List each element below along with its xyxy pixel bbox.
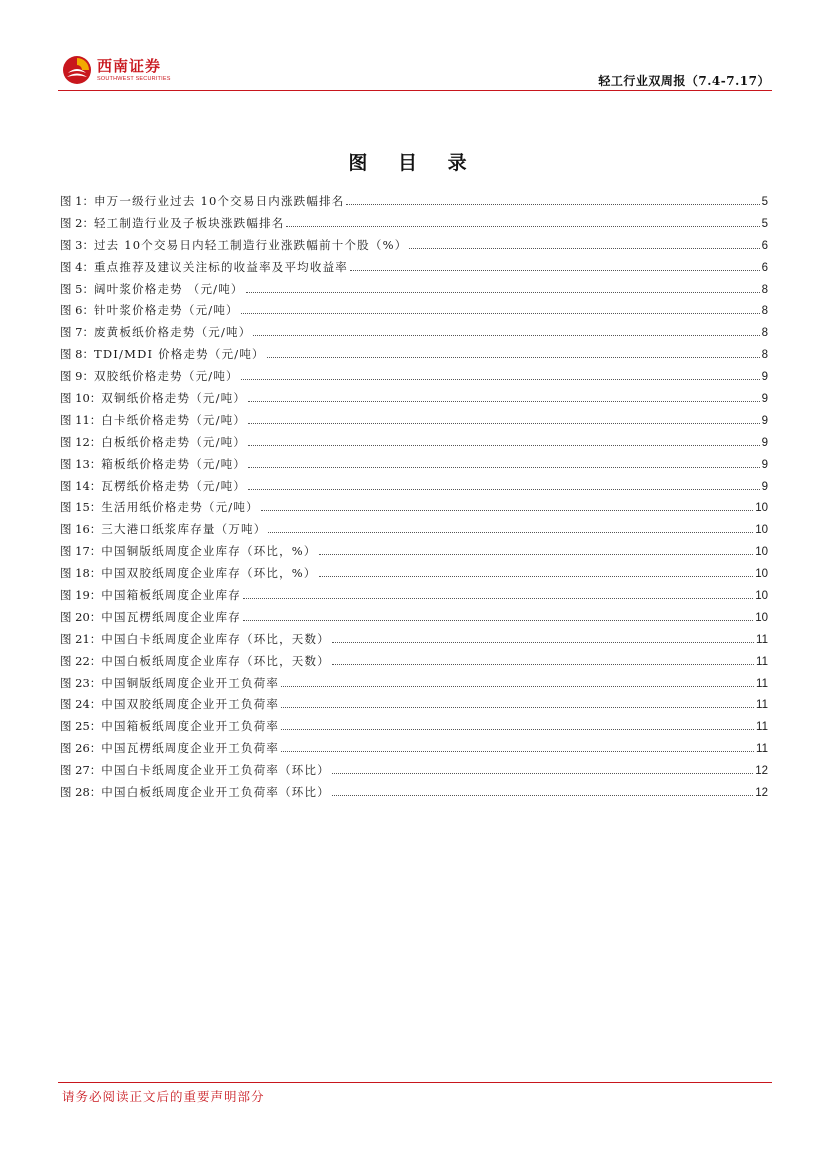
toc-dot-leader	[248, 467, 760, 468]
toc-dot-leader	[346, 204, 759, 205]
toc-entry-title: 中国白卡纸周度企业开工负荷率（环比）	[101, 763, 330, 778]
toc-entry-title: 双胶纸价格走势（元/吨）	[93, 369, 239, 384]
toc-entry[interactable]	[60, 587, 768, 609]
toc-entry[interactable]	[60, 434, 768, 456]
toc-entry[interactable]	[60, 215, 768, 237]
toc-dot-leader	[286, 226, 759, 227]
toc-entry[interactable]	[60, 478, 768, 500]
toc-dot-leader	[332, 773, 753, 774]
toc-entry-title: 箱板纸价格走势（元/吨）	[101, 456, 247, 471]
toc-entry-label: 图 7：	[60, 325, 94, 340]
toc-entry-title: 中国白卡纸周度企业库存（环比，天数）	[101, 631, 330, 646]
toc-entry[interactable]	[60, 281, 768, 303]
toc-dot-leader	[243, 620, 753, 621]
toc-entry-title: 重点推荐及建议关注标的收益率及平均收益率	[93, 259, 348, 274]
southwest-securities-logo-icon	[62, 55, 92, 85]
toc-entry-page: 12	[755, 765, 768, 778]
toc-entry-label: 图 14：	[60, 478, 102, 493]
toc-entry[interactable]	[60, 456, 768, 478]
toc-dot-leader	[319, 554, 754, 555]
toc-entry-label: 图 5：	[60, 281, 94, 296]
toc-entry-label: 图 9：	[60, 369, 94, 384]
toc-entry-title: 中国双胶纸周度企业库存（环比，%）	[101, 566, 317, 581]
toc-entry[interactable]	[60, 565, 768, 587]
toc-entry[interactable]	[60, 784, 768, 806]
toc-entry-label: 图 28：	[60, 785, 102, 800]
toc-entry[interactable]	[60, 412, 768, 434]
toc-entry-title: 白板纸价格走势（元/吨）	[101, 434, 247, 449]
toc-entry-page: 12	[755, 787, 768, 800]
toc-entry-title: 申万一级行业过去 10个交易日内涨跌幅排名	[93, 194, 345, 208]
toc-dot-leader	[248, 445, 760, 446]
toc-entry-label: 图 17：	[60, 544, 102, 559]
toc-entry-title: 三大港口纸浆库存量（万吨）	[101, 522, 267, 537]
toc-entry-title: 中国铜版纸周度企业开工负荷率	[101, 675, 280, 690]
toc-entry[interactable]	[60, 521, 768, 543]
toc-entry-title: 生活用纸价格走势（元/吨）	[101, 500, 259, 515]
toc-entry-page: 5	[761, 196, 768, 208]
toc-entry-label: 图 27：	[60, 763, 102, 778]
toc-entry-page: 5	[761, 217, 768, 230]
toc-entry[interactable]	[60, 346, 768, 368]
toc-entry[interactable]	[60, 324, 768, 346]
toc-entry[interactable]	[60, 718, 768, 740]
toc-entry[interactable]	[60, 696, 768, 718]
figure-list	[60, 193, 768, 806]
toc-dot-leader	[281, 686, 754, 687]
toc-entry-title: 白卡纸价格走势（元/吨）	[101, 412, 247, 427]
toc-entry-label: 图 23：	[60, 675, 102, 690]
toc-entry-page: 10	[755, 568, 768, 581]
toc-entry-label: 图 22：	[60, 653, 102, 668]
toc-dot-leader	[332, 642, 754, 643]
toc-entry-label: 图 21：	[60, 631, 102, 646]
toc-entry-page: 11	[756, 677, 768, 690]
toc-entry-page: 11	[756, 633, 768, 646]
toc-entry-label: 图 6：	[60, 303, 94, 318]
toc-entry[interactable]	[60, 631, 768, 653]
toc-entry-page: 8	[761, 349, 768, 362]
toc-dot-leader	[243, 598, 753, 599]
toc-entry-label: 图 18：	[60, 566, 102, 581]
toc-entry-title: 双铜纸价格走势（元/吨）	[101, 391, 247, 406]
toc-entry[interactable]	[60, 543, 768, 565]
toc-dot-leader	[248, 489, 760, 490]
toc-entry-title: 过去 10个交易日内轻工制造行业涨跌幅前十个股（%）	[93, 237, 408, 252]
toc-entry-label: 图 24：	[60, 697, 102, 712]
logo-chinese-name: 西南证券	[97, 56, 162, 75]
toc-entry-title: 针叶浆价格走势（元/吨）	[93, 303, 239, 318]
toc-dot-leader	[332, 795, 753, 796]
toc-entry-label: 图 25：	[60, 719, 102, 734]
toc-entry-page: 9	[761, 414, 768, 427]
header-divider	[58, 90, 772, 91]
toc-dot-leader	[319, 576, 754, 577]
toc-entry-label: 图 19：	[60, 588, 102, 603]
toc-entry[interactable]	[60, 193, 768, 215]
toc-entry[interactable]	[60, 259, 768, 281]
toc-entry-title: 废黄板纸价格走势（元/吨）	[93, 325, 252, 340]
footer-disclaimer: 请务必阅读正文后的重要声明部分	[62, 1089, 265, 1104]
toc-entry[interactable]	[60, 390, 768, 412]
toc-entry-label: 图 15：	[60, 500, 102, 515]
toc-entry-title: 阔叶浆价格走势 （元/吨）	[93, 281, 244, 296]
toc-entry-title: 中国瓦楞纸周度企业库存	[101, 609, 241, 624]
toc-dot-leader	[281, 729, 754, 730]
toc-dot-leader	[268, 532, 753, 533]
toc-dot-leader	[281, 751, 754, 752]
toc-entry-page: 9	[761, 393, 768, 406]
toc-entry-label: 图 1：	[60, 194, 94, 208]
toc-dot-leader	[253, 335, 759, 336]
toc-entry[interactable]	[60, 675, 768, 697]
company-logo	[62, 52, 171, 88]
toc-dot-leader	[261, 510, 753, 511]
toc-entry[interactable]	[60, 368, 768, 390]
toc-dot-leader	[241, 379, 760, 380]
toc-entry[interactable]	[60, 653, 768, 675]
toc-entry-title: 中国铜版纸周度企业库存（环比，%）	[101, 544, 317, 559]
toc-dot-leader	[267, 357, 760, 358]
report-title: 轻工行业双周报（7.4-7.17）	[598, 74, 770, 88]
toc-entry[interactable]	[60, 762, 768, 784]
toc-entry[interactable]	[60, 740, 768, 762]
toc-entry-label: 图 13：	[60, 456, 102, 471]
toc-entry-title: 中国箱板纸周度企业库存	[101, 588, 241, 603]
toc-entry-page: 9	[761, 458, 768, 471]
toc-entry[interactable]	[60, 302, 768, 324]
toc-entry-label: 图 8：	[60, 347, 94, 362]
toc-entry-page: 9	[761, 436, 768, 449]
toc-entry-page: 10	[755, 611, 768, 624]
toc-heading: 图 目 录	[348, 152, 479, 174]
toc-entry-label: 图 26：	[60, 741, 102, 756]
toc-entry-page: 6	[761, 261, 768, 274]
toc-entry-page: 10	[755, 524, 768, 537]
toc-dot-leader	[246, 292, 760, 293]
toc-entry-label: 图 4：	[60, 259, 94, 274]
toc-entry-title: 中国白板纸周度企业库存（环比，天数）	[101, 653, 330, 668]
toc-entry-page: 9	[761, 480, 768, 493]
toc-entry-label: 图 11：	[60, 412, 102, 427]
page-header	[58, 48, 772, 92]
toc-entry-page: 9	[761, 371, 768, 384]
toc-entry-title: 中国白板纸周度企业开工负荷率（环比）	[101, 785, 330, 800]
toc-entry-label: 图 2：	[60, 215, 94, 230]
toc-entry-page: 11	[756, 699, 768, 712]
toc-entry[interactable]	[60, 499, 768, 521]
toc-entry-page: 8	[761, 327, 768, 340]
toc-entry-title: 瓦楞纸价格走势（元/吨）	[101, 478, 247, 493]
toc-entry-label: 图 3：	[60, 237, 94, 252]
toc-entry-title: 中国双胶纸周度企业开工负荷率	[101, 697, 280, 712]
toc-entry-page: 6	[761, 239, 768, 252]
toc-dot-leader	[248, 423, 760, 424]
toc-entry-label: 图 10：	[60, 391, 102, 406]
toc-dot-leader	[281, 707, 754, 708]
toc-dot-leader	[248, 401, 760, 402]
toc-entry-title: 轻工制造行业及子板块涨跌幅排名	[93, 215, 285, 230]
toc-entry-page: 10	[755, 590, 768, 603]
toc-entry-page: 10	[755, 546, 768, 559]
toc-dot-leader	[350, 270, 760, 271]
toc-entry-page: 11	[756, 655, 768, 668]
toc-entry-page: 11	[756, 721, 768, 734]
footer-divider	[58, 1082, 772, 1083]
toc-entry-page: 10	[755, 502, 768, 515]
toc-entry-label: 图 12：	[60, 434, 102, 449]
toc-entry-label: 图 16：	[60, 522, 102, 537]
toc-entry-label: 图 20：	[60, 609, 102, 624]
toc-dot-leader	[241, 313, 760, 314]
logo-english-name: SOUTHWEST SECURITIES	[97, 75, 171, 82]
toc-entry-page: 8	[761, 283, 768, 296]
toc-dot-leader	[409, 248, 759, 249]
toc-entry-page: 8	[761, 305, 768, 318]
toc-entry[interactable]	[60, 609, 768, 631]
toc-entry-page: 11	[756, 743, 768, 756]
toc-entry-title: TDI/MDI 价格走势（元/吨）	[93, 347, 265, 362]
toc-entry[interactable]	[60, 237, 768, 259]
toc-entry-title: 中国瓦楞纸周度企业开工负荷率	[101, 741, 280, 756]
toc-entry-title: 中国箱板纸周度企业开工负荷率	[101, 719, 280, 734]
toc-dot-leader	[332, 664, 754, 665]
